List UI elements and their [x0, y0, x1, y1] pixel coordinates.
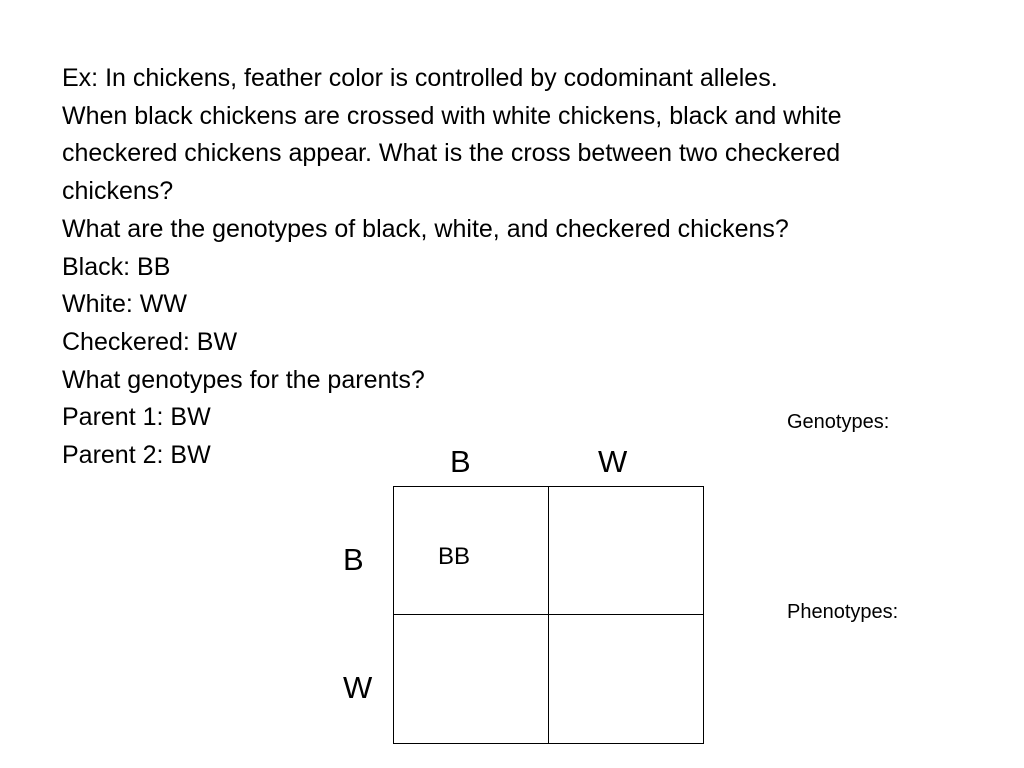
punnett-cell-text: BB	[438, 543, 471, 570]
parent-1-line: Parent 1: BW	[62, 403, 211, 432]
punnett-cell	[394, 487, 549, 615]
punnett-column-header: W	[598, 444, 628, 479]
genotypes-label: Genotypes:	[787, 411, 890, 433]
question-line: Ex: In chickens, feather color is controlled by codominant alleles.	[62, 64, 778, 92]
punnett-square	[393, 486, 704, 744]
punnett-row-header: W	[343, 670, 373, 705]
question-line: checkered chickens appear. What is the cross between two checkered	[62, 139, 841, 168]
punnett-cell	[394, 615, 549, 743]
punnett-row-header: B	[343, 542, 364, 577]
phenotypes-label: Phenotypes:	[787, 601, 899, 623]
checkered-genotype-line: Checkered: BW	[62, 327, 238, 356]
parents-question-line: What genotypes for the parents?	[62, 365, 425, 394]
genotype-question-line: What are the genotypes of black, white, and checkered chickens?	[62, 214, 789, 243]
parent-2-line: Parent 2: BW	[62, 441, 211, 470]
punnett-cell	[549, 615, 704, 743]
question-line: chickens?	[62, 177, 174, 206]
punnett-column-header: B	[450, 444, 471, 479]
black-genotype-line: Black: BB	[62, 252, 171, 281]
question-line: When black chickens are crossed with white chickens, black and white	[62, 101, 842, 130]
white-genotype-line: White: WW	[62, 290, 187, 319]
punnett-cell	[549, 487, 704, 615]
